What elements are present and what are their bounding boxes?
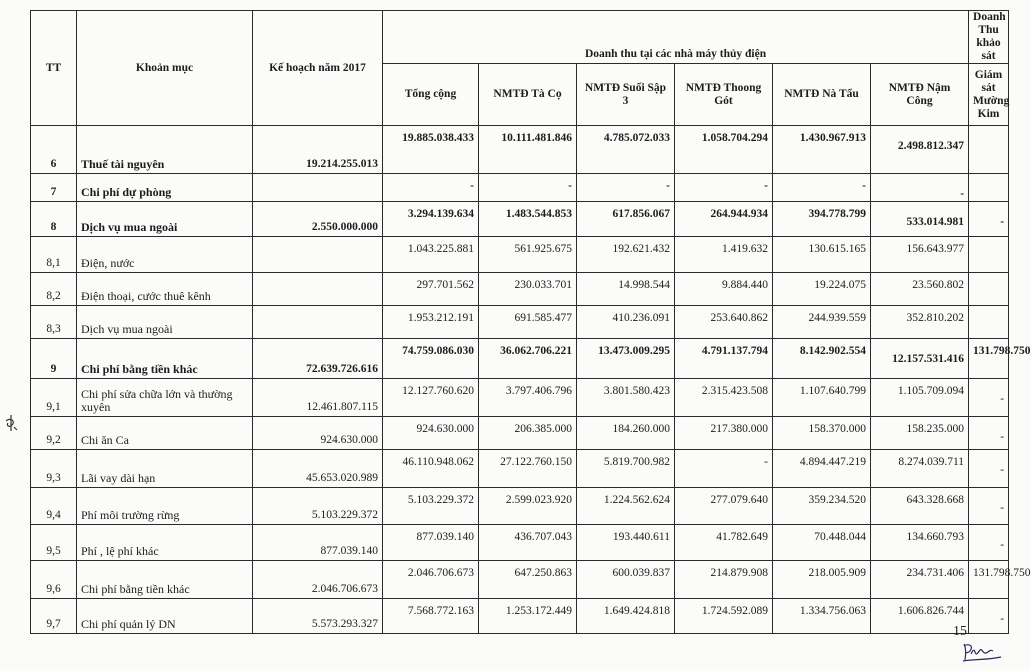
header-sub-1: NMTĐ Tà Cọ bbox=[479, 64, 577, 126]
row-value: 8.274.039.711 bbox=[871, 450, 969, 488]
row-value: 1.649.424.818 bbox=[577, 599, 675, 634]
row-value: 192.621.432 bbox=[577, 237, 675, 273]
row-value: 10.111.481.846 bbox=[479, 126, 577, 174]
header-revenue-group: Doanh thu tại các nhà máy thủy điện bbox=[383, 11, 969, 64]
row-value: 12.157.531.416 bbox=[871, 339, 969, 379]
header-sub-2: NMTĐ Suối Sập 3 bbox=[577, 64, 675, 126]
row-value: 1.724.592.089 bbox=[675, 599, 773, 634]
row-value: - bbox=[675, 174, 773, 202]
row-value: 19.885.038.433 bbox=[383, 126, 479, 174]
row-item: Dịch vụ mua ngoài bbox=[77, 202, 253, 237]
row-value: - bbox=[577, 174, 675, 202]
row-value: 206.385.000 bbox=[479, 417, 577, 450]
row-value bbox=[969, 237, 1009, 273]
row-value: 158.235.000 bbox=[871, 417, 969, 450]
row-value: - bbox=[969, 202, 1009, 237]
signature-initials bbox=[960, 640, 1004, 664]
row-plan: 924.630.000 bbox=[253, 417, 383, 450]
row-tt: 8 bbox=[31, 202, 77, 237]
table-row bbox=[31, 417, 1009, 450]
row-value: 2.498.812.347 bbox=[871, 126, 969, 174]
row-value: 8.142.902.554 bbox=[773, 339, 871, 379]
row-plan: 19.214.255.013 bbox=[253, 126, 383, 174]
header-survey-group: Doanh Thu khảo sát bbox=[969, 11, 1009, 64]
row-item: Điện, nước bbox=[77, 237, 253, 273]
row-value: 12.127.760.620 bbox=[383, 379, 479, 417]
row-value: 359.234.520 bbox=[773, 488, 871, 525]
row-value: 600.039.837 bbox=[577, 561, 675, 599]
row-plan: 5.103.229.372 bbox=[253, 488, 383, 525]
row-tt: 9,3 bbox=[31, 450, 77, 488]
row-value: 1.058.704.294 bbox=[675, 126, 773, 174]
row-item: Phí , lệ phí khác bbox=[77, 525, 253, 561]
row-value: 1.953.212.191 bbox=[383, 306, 479, 339]
row-value: 617.856.067 bbox=[577, 202, 675, 237]
row-value: 3.294.139.634 bbox=[383, 202, 479, 237]
row-value: - bbox=[773, 174, 871, 202]
table-row bbox=[31, 450, 1009, 488]
row-value: 131.798.750 bbox=[969, 561, 1009, 599]
row-value: 27.122.760.150 bbox=[479, 450, 577, 488]
row-value: 9.884.440 bbox=[675, 273, 773, 306]
header-sub-0: Tổng cộng bbox=[383, 64, 479, 126]
table-row bbox=[31, 339, 1009, 379]
row-plan bbox=[253, 306, 383, 339]
row-value: 533.014.981 bbox=[871, 202, 969, 237]
table-row bbox=[31, 561, 1009, 599]
row-value: 394.778.799 bbox=[773, 202, 871, 237]
row-value: - bbox=[969, 417, 1009, 450]
row-value: 184.260.000 bbox=[577, 417, 675, 450]
row-tt: 8,3 bbox=[31, 306, 77, 339]
row-value: 131.798.750 bbox=[969, 339, 1009, 379]
row-value: 2.315.423.508 bbox=[675, 379, 773, 417]
row-item: Dịch vụ mua ngoài bbox=[77, 306, 253, 339]
row-value: 14.998.544 bbox=[577, 273, 675, 306]
row-value: 7.568.772.163 bbox=[383, 599, 479, 634]
row-value: 3.797.406.796 bbox=[479, 379, 577, 417]
row-value: 253.640.862 bbox=[675, 306, 773, 339]
row-value: 1.107.640.799 bbox=[773, 379, 871, 417]
row-value: 4.894.447.219 bbox=[773, 450, 871, 488]
row-value: 193.440.611 bbox=[577, 525, 675, 561]
row-plan: 2.550.000.000 bbox=[253, 202, 383, 237]
row-value: 244.939.559 bbox=[773, 306, 871, 339]
row-item: Lãi vay dài hạn bbox=[77, 450, 253, 488]
row-value: 1.606.826.744 bbox=[871, 599, 969, 634]
row-value: - bbox=[871, 174, 969, 202]
row-value: 158.370.000 bbox=[773, 417, 871, 450]
row-value: 41.782.649 bbox=[675, 525, 773, 561]
table-row bbox=[31, 599, 1009, 634]
row-value: 46.110.948.062 bbox=[383, 450, 479, 488]
row-value: 36.062.706.221 bbox=[479, 339, 577, 379]
table-row bbox=[31, 273, 1009, 306]
row-value: 643.328.668 bbox=[871, 488, 969, 525]
row-plan: 877.039.140 bbox=[253, 525, 383, 561]
row-value: 1.419.632 bbox=[675, 237, 773, 273]
row-value: - bbox=[969, 599, 1009, 634]
row-value: - bbox=[969, 525, 1009, 561]
header-tt: TT bbox=[31, 11, 77, 126]
row-value: 156.643.977 bbox=[871, 237, 969, 273]
row-tt: 8,1 bbox=[31, 237, 77, 273]
row-item: Chi phí bằng tiền khác bbox=[77, 339, 253, 379]
header-sub-5: NMTĐ Nậm Công bbox=[871, 64, 969, 126]
row-plan: 45.653.020.989 bbox=[253, 450, 383, 488]
row-tt: 8,2 bbox=[31, 273, 77, 306]
row-value: 218.005.909 bbox=[773, 561, 871, 599]
row-tt: 9,4 bbox=[31, 488, 77, 525]
header-plan: Kế hoạch năm 2017 bbox=[253, 11, 383, 126]
row-item: Chi phí dự phòng bbox=[77, 174, 253, 202]
row-tt: 9,7 bbox=[31, 599, 77, 634]
row-value: 1.253.172.449 bbox=[479, 599, 577, 634]
row-value: 877.039.140 bbox=[383, 525, 479, 561]
header-sub-3: NMTĐ Thoong Gót bbox=[675, 64, 773, 126]
row-tt: 9,1 bbox=[31, 379, 77, 417]
row-value: 5.819.700.982 bbox=[577, 450, 675, 488]
row-value: - bbox=[969, 379, 1009, 417]
row-value: 924.630.000 bbox=[383, 417, 479, 450]
row-value: 297.701.562 bbox=[383, 273, 479, 306]
row-value: - bbox=[479, 174, 577, 202]
table-row bbox=[31, 237, 1009, 273]
row-plan: 72.639.726.616 bbox=[253, 339, 383, 379]
table-row bbox=[31, 525, 1009, 561]
row-tt: 9,6 bbox=[31, 561, 77, 599]
table-row bbox=[31, 306, 1009, 339]
row-value: 4.785.072.033 bbox=[577, 126, 675, 174]
row-value: 19.224.075 bbox=[773, 273, 871, 306]
row-tt: 9,2 bbox=[31, 417, 77, 450]
row-value bbox=[969, 306, 1009, 339]
row-tt: 6 bbox=[31, 126, 77, 174]
page-number: 15 bbox=[953, 624, 967, 639]
row-item: Chi phí sửa chữa lớn và thường xuyên bbox=[77, 379, 253, 417]
table-row bbox=[31, 126, 1009, 174]
row-tt: 9,5 bbox=[31, 525, 77, 561]
row-value: 1.483.544.853 bbox=[479, 202, 577, 237]
table-row bbox=[31, 174, 1009, 202]
row-value: 5.103.229.372 bbox=[383, 488, 479, 525]
row-item: Chi phí quản lý DN bbox=[77, 599, 253, 634]
header-sub-4: NMTĐ Nà Tẩu bbox=[773, 64, 871, 126]
table-row bbox=[31, 202, 1009, 237]
row-value: 1.224.562.624 bbox=[577, 488, 675, 525]
row-value: 214.879.908 bbox=[675, 561, 773, 599]
row-value: 277.079.640 bbox=[675, 488, 773, 525]
row-value: 436.707.043 bbox=[479, 525, 577, 561]
row-tt: 7 bbox=[31, 174, 77, 202]
row-value: 70.448.044 bbox=[773, 525, 871, 561]
row-plan: 5.573.293.327 bbox=[253, 599, 383, 634]
row-value: 3.801.580.423 bbox=[577, 379, 675, 417]
row-value: 1.334.756.063 bbox=[773, 599, 871, 634]
row-value: 13.473.009.295 bbox=[577, 339, 675, 379]
row-value: 23.560.802 bbox=[871, 273, 969, 306]
row-value: 217.380.000 bbox=[675, 417, 773, 450]
row-value: - bbox=[969, 450, 1009, 488]
row-plan bbox=[253, 174, 383, 202]
table-row bbox=[31, 488, 1009, 525]
row-value: - bbox=[383, 174, 479, 202]
report-sheet bbox=[30, 10, 1031, 634]
row-value: 561.925.675 bbox=[479, 237, 577, 273]
row-value: 4.791.137.794 bbox=[675, 339, 773, 379]
row-plan bbox=[253, 237, 383, 273]
row-plan: 12.461.807.115 bbox=[253, 379, 383, 417]
row-value: 1.430.967.913 bbox=[773, 126, 871, 174]
row-value: 230.033.701 bbox=[479, 273, 577, 306]
row-item: Thuế tài nguyên bbox=[77, 126, 253, 174]
row-value: 691.585.477 bbox=[479, 306, 577, 339]
row-item: Chi ăn Ca bbox=[77, 417, 253, 450]
row-value: 134.660.793 bbox=[871, 525, 969, 561]
cost-revenue-table bbox=[30, 10, 1031, 634]
row-value: 352.810.202 bbox=[871, 306, 969, 339]
row-value: 1.105.709.094 bbox=[871, 379, 969, 417]
row-tt: 9 bbox=[31, 339, 77, 379]
row-value: 2.046.706.673 bbox=[383, 561, 479, 599]
row-value bbox=[969, 273, 1009, 306]
row-value: 264.944.934 bbox=[675, 202, 773, 237]
row-item: Chi phí bằng tiền khác bbox=[77, 561, 253, 599]
row-value: 1.043.225.881 bbox=[383, 237, 479, 273]
margin-mark bbox=[2, 413, 20, 433]
header-item: Khoản mục bbox=[77, 11, 253, 126]
row-value bbox=[969, 126, 1009, 174]
row-value: 234.731.406 bbox=[871, 561, 969, 599]
row-plan: 2.046.706.673 bbox=[253, 561, 383, 599]
row-value: - bbox=[969, 488, 1009, 525]
row-plan bbox=[253, 273, 383, 306]
row-item: Điện thoại, cước thuê kênh bbox=[77, 273, 253, 306]
row-value bbox=[969, 174, 1009, 202]
row-value: 410.236.091 bbox=[577, 306, 675, 339]
row-value: 2.599.023.920 bbox=[479, 488, 577, 525]
row-item: Phí môi trường rừng bbox=[77, 488, 253, 525]
table-row bbox=[31, 379, 1009, 417]
row-value: 647.250.863 bbox=[479, 561, 577, 599]
header-sub-6: Giám sát Mường Kim bbox=[969, 64, 1009, 126]
row-value: - bbox=[675, 450, 773, 488]
row-value: 74.759.086.030 bbox=[383, 339, 479, 379]
row-value: 130.615.165 bbox=[773, 237, 871, 273]
